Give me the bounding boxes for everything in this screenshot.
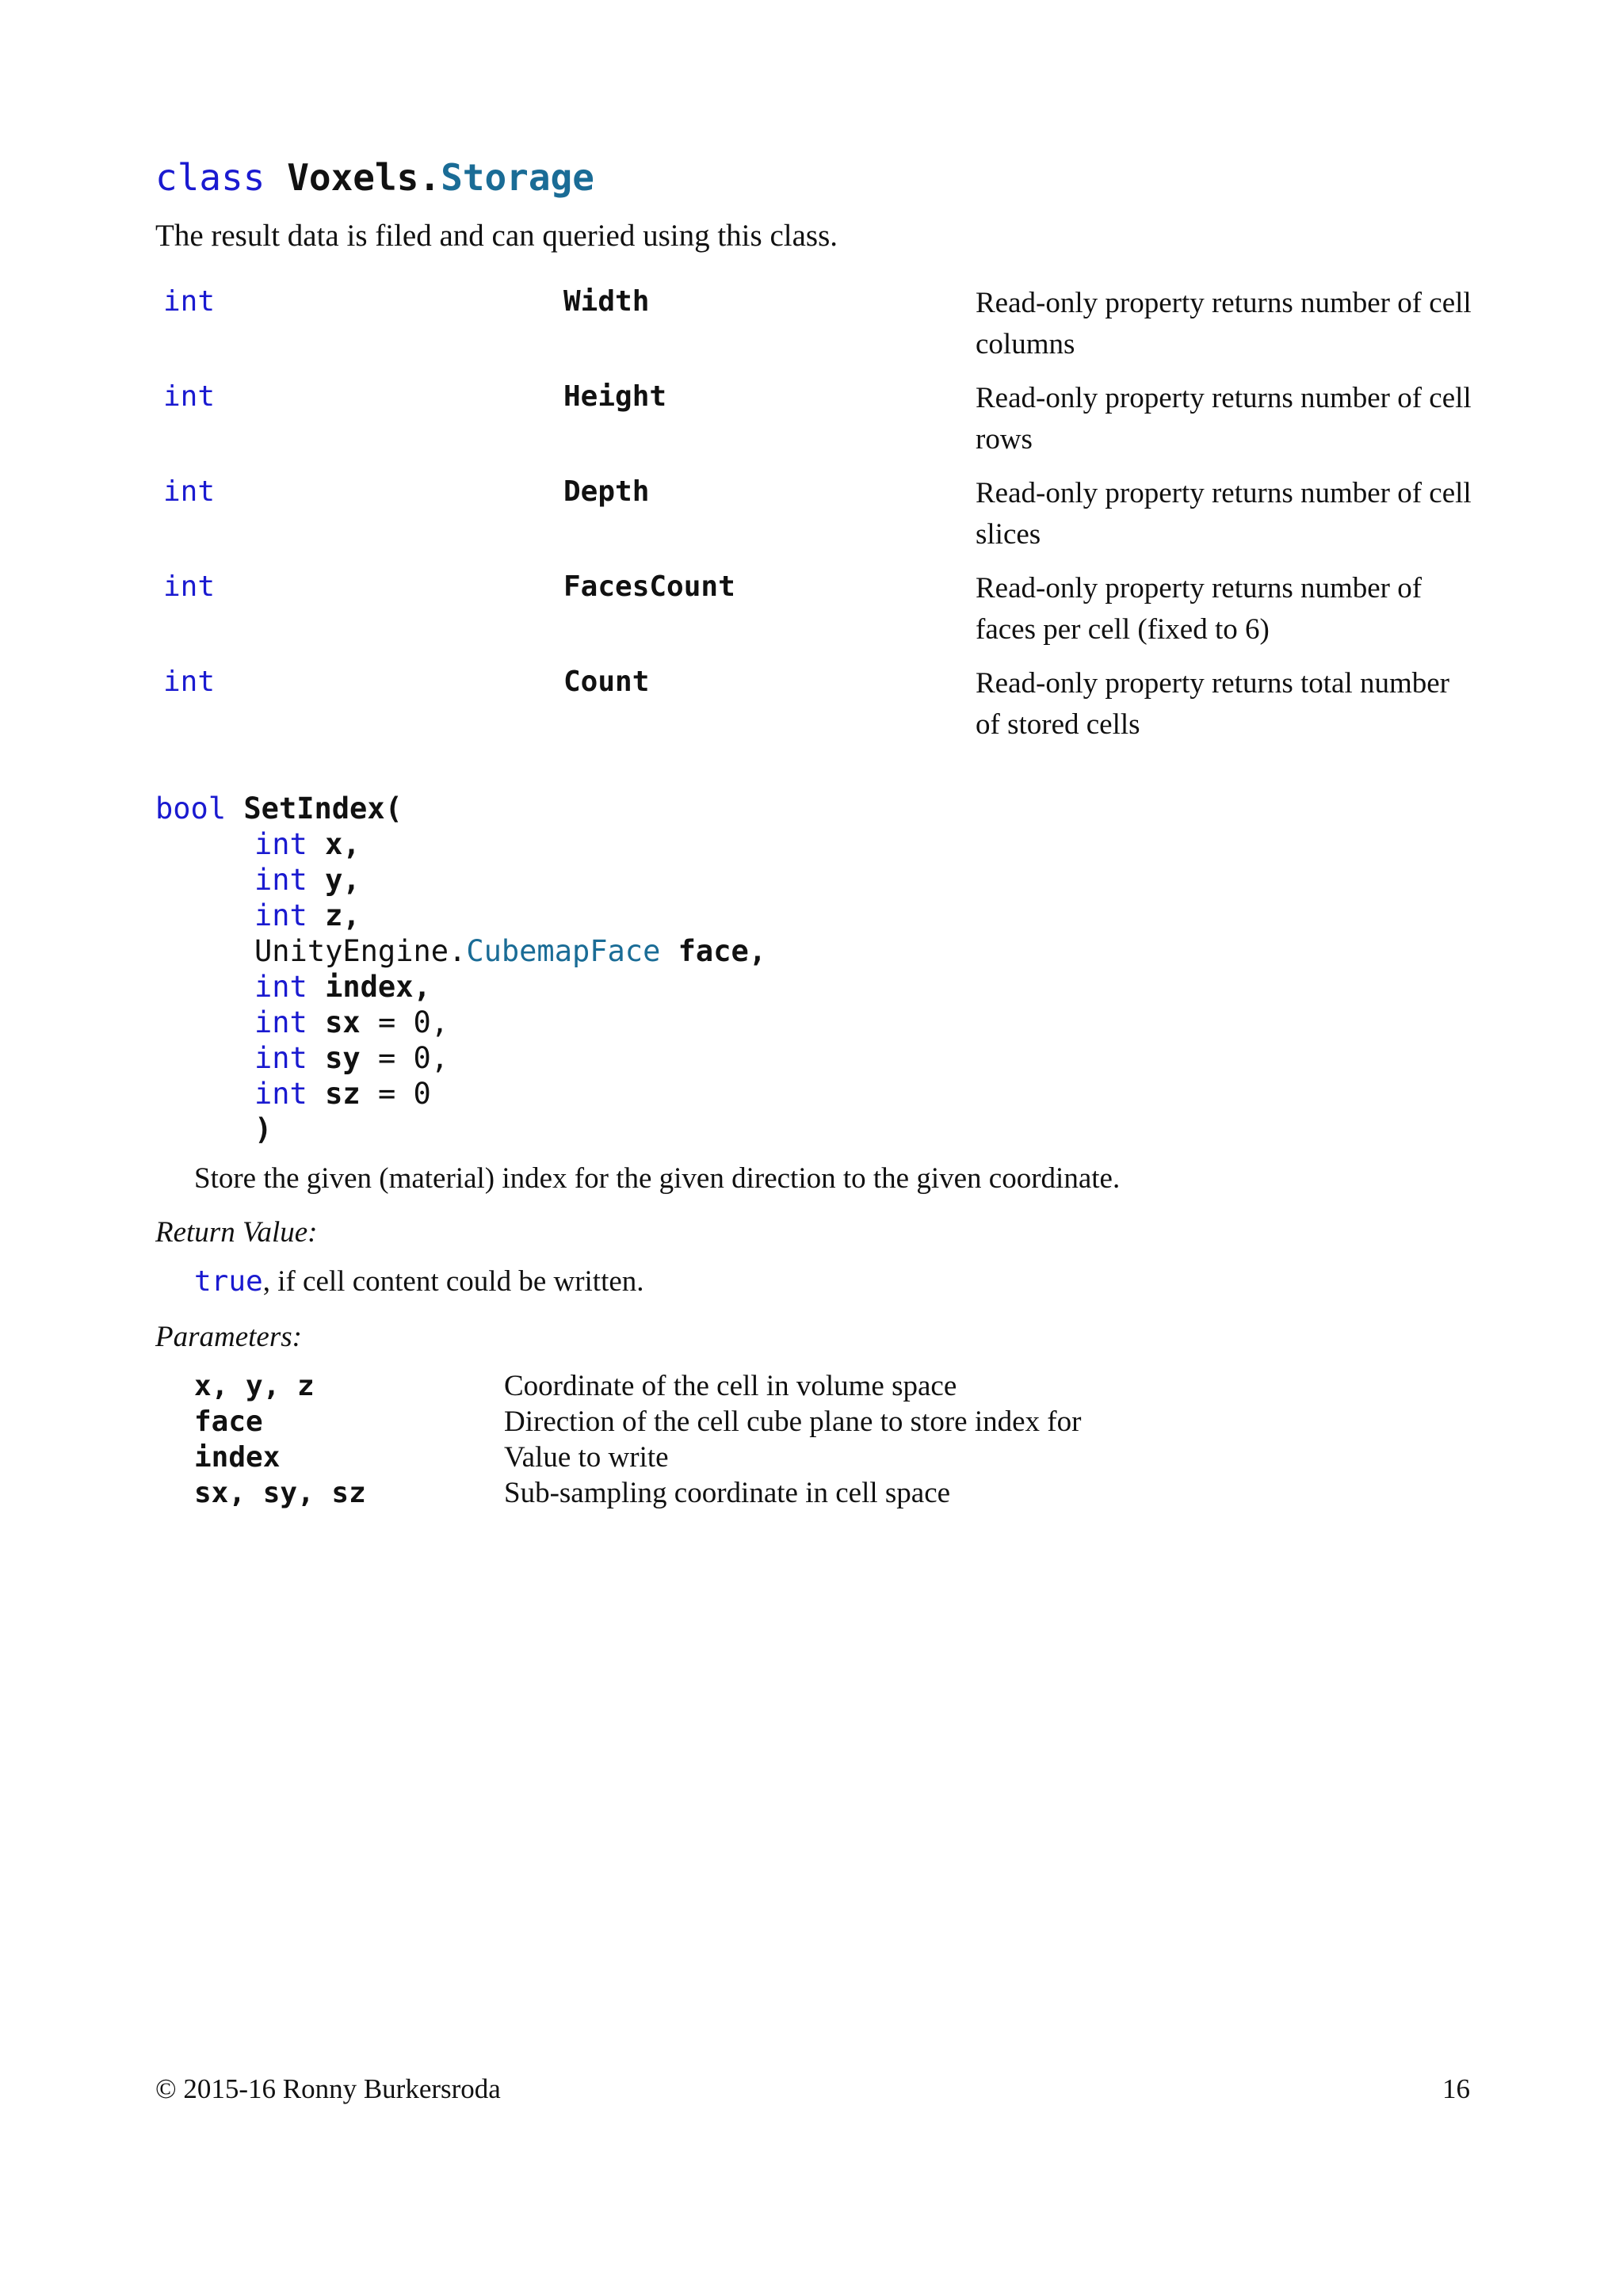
footer-copyright: © 2015-16 Ronny Burkersroda — [155, 2073, 501, 2104]
param-type: int — [254, 898, 307, 933]
property-name: Count — [563, 666, 650, 698]
parameter-row — [0, 1440, 1623, 1475]
class-heading — [155, 155, 594, 200]
signature-param — [155, 969, 766, 1005]
param-name: y, — [325, 863, 361, 897]
param-type: CubemapFace — [466, 934, 661, 968]
property-type: int — [163, 570, 216, 603]
param-type: int — [254, 1041, 307, 1075]
param-name: index, — [325, 970, 431, 1004]
param-default: = 0 — [360, 1077, 431, 1111]
signature-param — [155, 898, 766, 933]
param-type: int — [254, 863, 307, 897]
parameter-description: Value to write — [504, 1441, 669, 1474]
parameter-description: Direction of the cell cube plane to store index for — [504, 1405, 1082, 1438]
signature-param — [155, 933, 766, 969]
return-value-keyword: true — [194, 1265, 263, 1298]
parameter-name: index — [194, 1441, 281, 1474]
parameter-name: face — [194, 1405, 263, 1438]
parameters-label: Parameters: — [155, 1321, 302, 1353]
property-name: Height — [563, 380, 667, 413]
signature-param — [155, 1076, 766, 1112]
parameter-name: sx, sy, sz — [194, 1477, 366, 1509]
property-name: Depth — [563, 475, 650, 508]
property-name: Width — [563, 285, 650, 318]
param-type: int — [254, 1005, 307, 1039]
signature-param — [155, 1040, 766, 1076]
signature-param — [155, 1005, 766, 1040]
property-type: int — [163, 380, 216, 413]
method-name: SetIndex( — [243, 791, 403, 826]
param-type: int — [254, 1077, 307, 1111]
return-value-description: , if cell content could be written. — [262, 1265, 644, 1298]
method-description: Store the given (material) index for the given direction to the given coordinate. — [194, 1162, 1121, 1195]
return-value-label: Return Value: — [155, 1216, 318, 1249]
param-default: = 0, — [360, 1041, 449, 1075]
method-signature — [155, 791, 766, 1147]
param-type: int — [254, 827, 307, 861]
class-description: The result data is filed and can queried using this class. — [155, 219, 838, 253]
class-keyword: class — [155, 156, 265, 199]
parameter-description: Sub-sampling coordinate in cell space — [504, 1477, 951, 1509]
parameter-row — [0, 1404, 1623, 1440]
property-name: FacesCount — [563, 570, 735, 603]
param-name: x, — [325, 827, 361, 861]
signature-param — [155, 862, 766, 898]
param-default: = 0, — [360, 1005, 449, 1039]
property-description: Read-only property returns number of cell columns — [976, 287, 1472, 360]
signature-param — [155, 826, 766, 862]
parameter-name: x, y, z — [194, 1370, 315, 1402]
property-description: Read-only property returns number of cell slices — [976, 477, 1472, 551]
param-name: z, — [325, 898, 361, 933]
property-type: int — [163, 285, 216, 318]
return-type: bool — [155, 791, 227, 826]
parameter-row — [0, 1368, 1623, 1404]
return-value-text — [194, 1261, 644, 1302]
param-type-prefix: UnityEngine. — [254, 934, 467, 968]
property-description: Read-only property returns total number of stored cells — [976, 667, 1449, 741]
param-name: sz — [325, 1077, 361, 1111]
param-name: sx — [325, 1005, 361, 1039]
property-description: Read-only property returns number of cell rows — [976, 382, 1472, 456]
param-name: face, — [678, 934, 767, 968]
class-namespace: Voxels. — [287, 156, 441, 199]
property-type: int — [163, 475, 216, 508]
param-type: int — [254, 970, 307, 1004]
signature-close: ) — [254, 1112, 273, 1146]
class-name: Storage — [441, 156, 594, 199]
parameter-row — [0, 1475, 1623, 1511]
property-description: Read-only property returns number of faces per cell (fixed to 6) — [976, 572, 1423, 646]
signature-head — [155, 791, 766, 826]
page-number: 16 — [1442, 2073, 1470, 2104]
param-name: sy — [325, 1041, 361, 1075]
property-type: int — [163, 666, 216, 698]
parameter-description: Coordinate of the cell in volume space — [504, 1370, 957, 1402]
